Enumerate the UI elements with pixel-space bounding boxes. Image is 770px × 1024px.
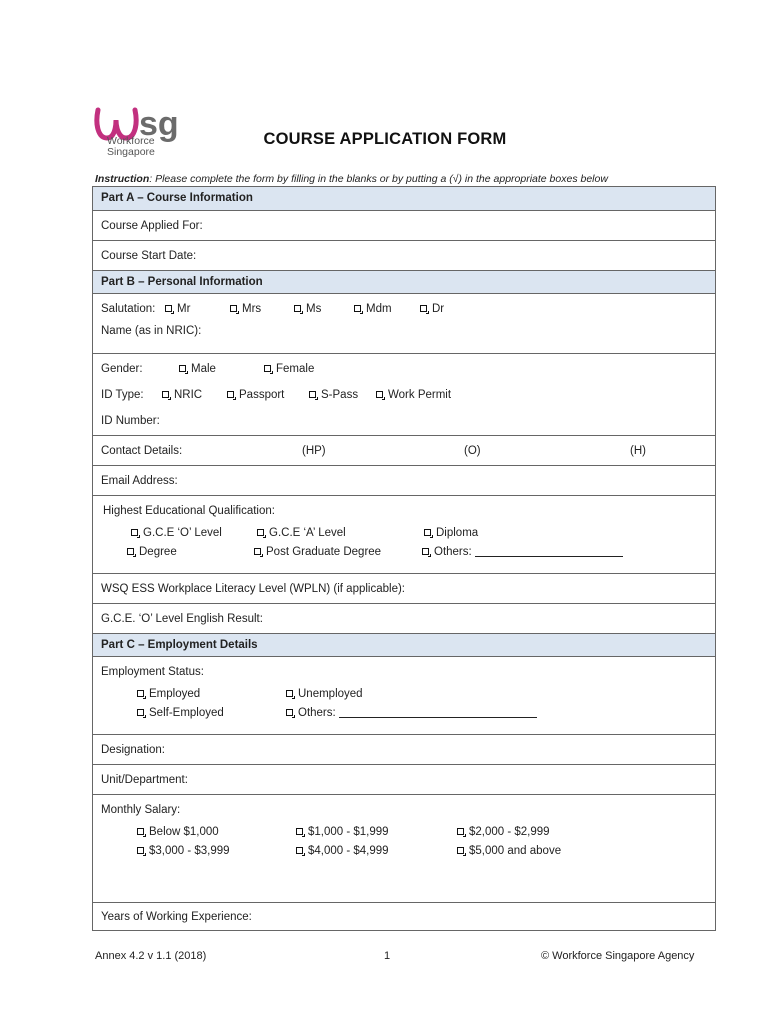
gce-english-row[interactable] [93,603,715,633]
instruction-label: Instruction [95,173,150,185]
option-label: Self-Employed [149,707,224,719]
gender-id-row [93,353,715,435]
id-type-nric[interactable] [162,389,202,401]
option-label: $4,000 - $4,999 [308,845,389,857]
id-type-work-permit[interactable] [376,389,451,401]
option-label: Ms [306,303,322,315]
course-start-row[interactable] [93,240,715,270]
designation-row[interactable] [93,734,715,764]
id-type-spass[interactable] [309,389,358,401]
logo-sg-text: sg [139,105,179,143]
instruction-text [95,173,608,185]
email-row[interactable] [93,465,715,495]
checkbox-icon[interactable] [286,709,293,716]
salutation-dr[interactable] [420,303,444,315]
qual-a-level[interactable] [257,527,346,539]
footer-page-number: 1 [384,950,391,962]
option-label: $2,000 - $2,999 [469,826,550,838]
option-label: Unemployed [298,688,363,700]
checkbox-icon[interactable] [296,828,303,835]
qual-post-graduate[interactable] [254,546,381,558]
checkbox-icon[interactable] [294,305,301,312]
unit-row[interactable] [93,764,715,794]
checkbox-icon[interactable] [286,690,293,697]
footer-annex: Annex 4.2 v 1.1 (2018) [95,950,207,962]
salutation-mr[interactable] [165,303,190,315]
option-label: $3,000 - $3,999 [149,845,230,857]
option-label: Mrs [242,303,262,315]
status-others-blank[interactable] [339,717,537,718]
logo-sub-line1: Workforce [107,135,155,147]
option-label: Female [276,363,315,375]
contact-hp[interactable]: (HP) [302,445,326,457]
checkbox-icon[interactable] [354,305,361,312]
checkbox-icon[interactable] [127,548,134,555]
qual-others[interactable] [422,546,623,558]
salary-row [93,794,715,902]
option-label: Degree [139,546,177,558]
checkbox-icon[interactable] [264,365,271,372]
checkbox-icon[interactable] [424,529,431,536]
option-label: S-Pass [321,389,359,401]
designation-label: Designation: [101,744,165,756]
option-label: G.C.E ‘A’ Level [269,527,346,539]
checkbox-icon[interactable] [179,365,186,372]
part-a-header [93,187,715,210]
page-title: COURSE APPLICATION FORM [263,130,507,148]
option-label: Post Graduate Degree [266,546,382,558]
qual-diploma[interactable] [424,527,478,539]
checkbox-icon[interactable] [254,548,261,555]
unit-label: Unit/Department: [101,774,188,786]
contact-home[interactable]: (H) [630,445,646,457]
status-self-employed[interactable] [137,707,224,719]
experience-row[interactable] [93,902,715,930]
salary-5000-above[interactable] [457,845,561,857]
checkbox-icon[interactable] [165,305,172,312]
course-applied-row[interactable] [93,210,715,240]
option-label: Male [191,363,216,375]
checkbox-icon[interactable] [420,305,427,312]
wpln-row[interactable] [93,573,715,603]
salary-2000-2999[interactable] [457,826,550,838]
checkbox-icon[interactable] [457,828,464,835]
option-label: Diploma [436,527,479,539]
option-label: G.C.E ‘O’ Level [143,527,222,539]
part-b-header [93,270,715,293]
option-label: Dr [432,303,445,315]
option-label: Mr [177,303,191,315]
checkbox-icon[interactable] [137,690,144,697]
qual-o-level[interactable] [131,527,222,539]
contact-office[interactable]: (O) [464,445,481,457]
part-b-title: Part B – Personal Information [101,276,263,288]
option-label: Work Permit [388,389,452,401]
gender-female[interactable] [264,363,314,375]
id-number-label: ID Number: [101,415,160,427]
salutation-ms[interactable] [294,303,321,315]
checkbox-icon[interactable] [422,548,429,555]
status-others[interactable] [286,707,537,719]
logo-sub-line2: Singapore [107,146,155,158]
status-employed[interactable] [137,688,200,700]
id-type-passport[interactable] [227,389,284,401]
salutation-mrs[interactable] [230,303,261,315]
salary-label: Monthly Salary: [101,804,181,816]
part-c-title: Part C – Employment Details [101,639,258,651]
checkbox-icon[interactable] [137,709,144,716]
checkbox-icon[interactable] [162,391,169,398]
checkbox-icon[interactable] [309,391,316,398]
experience-label: Years of Working Experience: [101,911,252,923]
option-label: Passport [239,389,285,401]
salutation-label: Salutation: [101,303,156,315]
checkbox-icon[interactable] [457,847,464,854]
footer-copyright: © Workforce Singapore Agency [541,950,695,962]
checkbox-icon[interactable] [257,529,264,536]
gender-male[interactable] [179,363,216,375]
checkbox-icon[interactable] [137,847,144,854]
option-label: $5,000 and above [469,845,562,857]
course-start-label: Course Start Date: [101,250,197,262]
checkbox-icon[interactable] [376,391,383,398]
qualification-row [93,495,715,573]
checkbox-icon[interactable] [296,847,303,854]
option-label: Others: [298,707,336,719]
salary-below-1000[interactable] [137,826,219,838]
checkbox-icon[interactable] [230,305,237,312]
salary-1000-1999[interactable] [296,826,389,838]
status-unemployed[interactable] [286,688,363,700]
qual-others-blank[interactable] [475,556,623,557]
option-label: Below $1,000 [149,826,219,838]
salary-4000-4999[interactable] [296,845,389,857]
salary-3000-3999[interactable] [137,845,230,857]
salutation-name-row [93,293,715,353]
instruction-body: : Please complete the form by filling in the blanks or by putting a (√) in the appropriate boxes below [149,173,608,185]
employment-status-label: Employment Status: [101,666,204,678]
qualification-label: Highest Educational Qualification: [103,505,275,517]
gender-label: Gender: [101,363,143,375]
gce-english-label: G.C.E. ‘O’ Level English Result: [101,613,263,625]
option-label: $1,000 - $1,999 [308,826,389,838]
part-a-title: Part A – Course Information [101,192,253,204]
checkbox-icon[interactable] [137,828,144,835]
email-label: Email Address: [101,475,178,487]
option-label: Others: [434,546,472,558]
part-c-header [93,633,715,656]
option-label: Mdm [366,303,392,315]
wpln-label: WSQ ESS Workplace Literacy Level (WPLN) (if applicable): [101,583,405,595]
application-form [92,186,716,931]
checkbox-icon[interactable] [227,391,234,398]
option-label: NRIC [174,389,203,401]
contact-label: Contact Details: [101,445,183,457]
course-applied-label: Course Applied For: [101,220,203,232]
salutation-mdm[interactable] [354,303,392,315]
contact-row [93,435,715,465]
qual-degree[interactable] [127,546,177,558]
option-label: Employed [149,688,201,700]
name-label: Name (as in NRIC): [101,325,202,337]
employment-status-row [93,656,715,734]
checkbox-icon[interactable] [131,529,138,536]
id-type-label: ID Type: [101,389,144,401]
